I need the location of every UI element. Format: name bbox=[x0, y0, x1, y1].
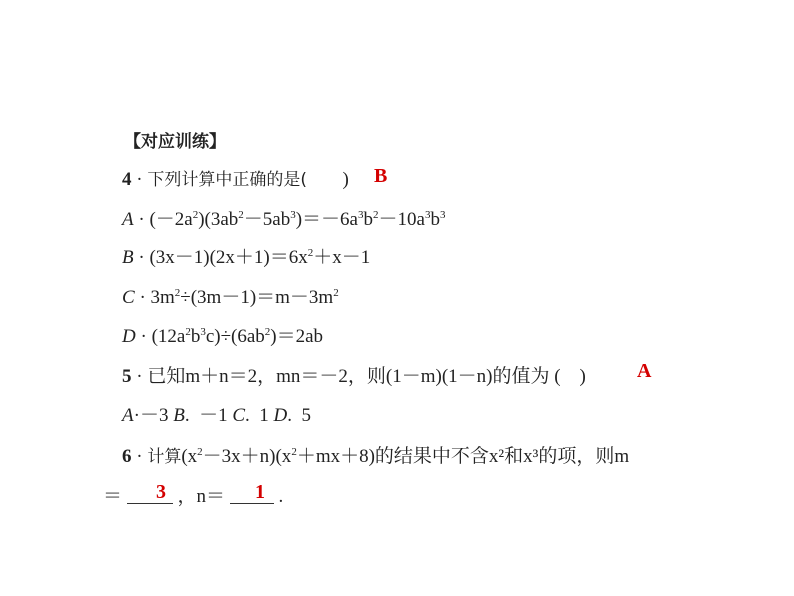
answer-blank-n bbox=[230, 487, 274, 504]
question-separator: · bbox=[136, 169, 143, 190]
question-close-paren: ) bbox=[342, 169, 349, 190]
question-number: 4 bbox=[122, 169, 132, 190]
question-number: 5 bbox=[122, 366, 132, 387]
answer-paren: ( ) bbox=[554, 366, 586, 387]
q6-answer-m: 3 bbox=[156, 481, 166, 503]
q4-option-b bbox=[122, 246, 370, 270]
option-separator: · bbox=[138, 247, 145, 268]
question-separator: · bbox=[136, 446, 143, 467]
choice-separator: . bbox=[245, 405, 250, 426]
question-stem: 已知m＋n＝2，mn＝－2，则(1－m)(1－n)的值为 bbox=[147, 366, 550, 387]
option-letter: B bbox=[122, 247, 134, 268]
option-letter: D bbox=[122, 326, 136, 347]
equals-sign: ＝ bbox=[103, 486, 123, 507]
option-expression: $3m^2\div(3m-1)=m-3m^2$ bbox=[150, 287, 339, 308]
option-expression: $(3x-1)(2x+1)=6x^2+x-1$ bbox=[149, 247, 371, 268]
option-expression: $(-2a^2)(3ab^2-5ab^3)=-6a^3b^2-10a^3b^3$ bbox=[149, 209, 446, 230]
section-heading: 【对应训练】 bbox=[124, 132, 226, 152]
choice-value: －3 bbox=[139, 405, 169, 426]
option-letter: A bbox=[122, 209, 134, 230]
question-5 bbox=[122, 365, 586, 389]
end-period: . bbox=[278, 486, 284, 507]
q5-choices bbox=[122, 404, 311, 428]
choice-letter: C bbox=[232, 405, 246, 426]
question-4 bbox=[122, 168, 349, 192]
option-letter: C bbox=[122, 287, 135, 308]
q4-answer: B bbox=[374, 165, 388, 187]
choice-value: 5 bbox=[301, 405, 311, 426]
choice-letter: A bbox=[122, 405, 134, 426]
option-separator: · bbox=[139, 287, 146, 308]
option-expression: $(12a^2b^3c)\div(6ab^2)=2ab$ bbox=[151, 326, 324, 347]
mid-text: ，n＝ bbox=[177, 486, 226, 507]
q6-answer-n: 1 bbox=[255, 481, 265, 503]
choice-value: 1 bbox=[259, 405, 269, 426]
option-separator: · bbox=[138, 209, 145, 230]
question-stem-expression: 计算$(x^2-3x+n)(x^2+mx+8)$ bbox=[147, 446, 375, 467]
question-separator: · bbox=[136, 366, 143, 387]
choice-separator: · bbox=[133, 405, 140, 426]
q4-option-a bbox=[122, 208, 445, 232]
question-6 bbox=[122, 445, 629, 469]
choice-letter: D bbox=[273, 405, 288, 426]
choice-letter: B bbox=[173, 405, 185, 426]
question-stem: 的结果中不含x²和x³的项，则m bbox=[374, 446, 630, 467]
choice-value: －1 bbox=[199, 405, 228, 426]
q4-option-d bbox=[122, 325, 323, 349]
option-separator: · bbox=[140, 326, 147, 347]
question-number: 6 bbox=[122, 446, 132, 467]
question-stem: 下列计算中正确的是( bbox=[147, 170, 307, 190]
choice-separator: . bbox=[287, 405, 292, 426]
q4-option-c bbox=[122, 286, 339, 310]
choice-separator: . bbox=[184, 405, 190, 426]
q5-answer: A bbox=[637, 360, 652, 382]
